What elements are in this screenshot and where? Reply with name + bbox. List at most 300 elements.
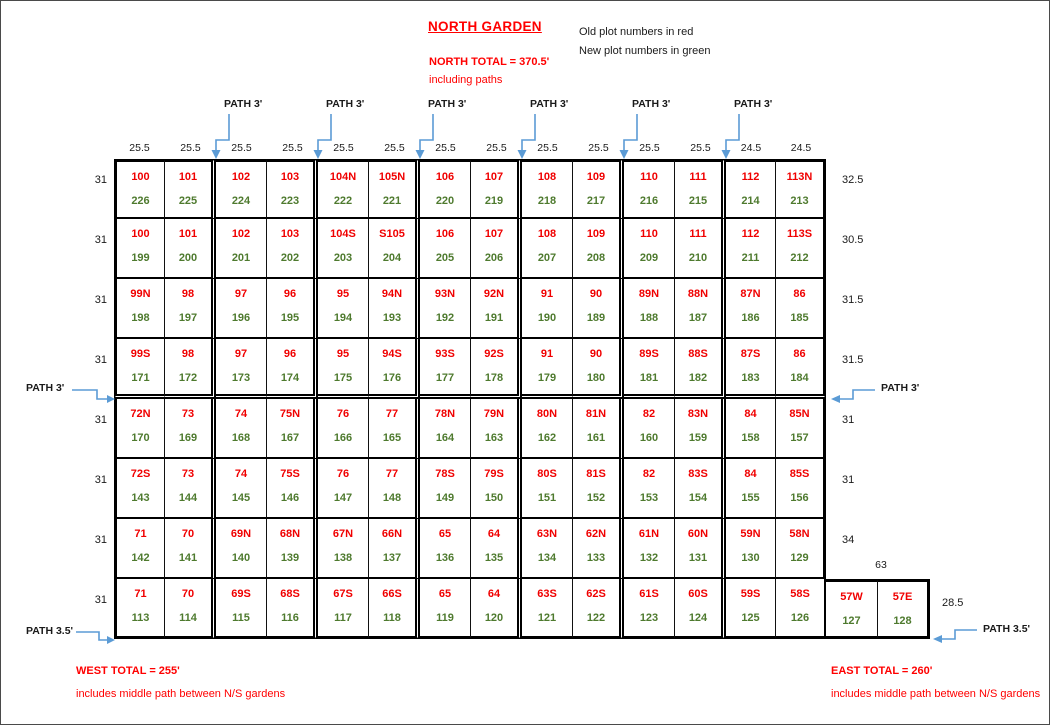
plot-cell [420, 459, 471, 519]
plot-cell [675, 219, 726, 279]
old-plot-number: 82 [642, 468, 656, 480]
old-plot-number: 84 [744, 408, 757, 420]
plot-cell [726, 219, 776, 279]
plot-row [114, 159, 826, 219]
new-plot-number: 226 [131, 195, 150, 207]
new-plot-number: 138 [333, 552, 353, 564]
old-plot-number: 61S [639, 588, 659, 600]
new-plot-number: 140 [231, 552, 251, 564]
new-plot-number: 152 [586, 492, 606, 504]
old-plot-number: 63S [537, 588, 557, 600]
plot-cell [165, 279, 216, 339]
plot-cell [114, 219, 165, 279]
old-plot-number: 101 [178, 228, 198, 240]
new-plot-number: 164 [435, 432, 455, 444]
old-plot-number: 82 [642, 408, 656, 420]
column-width-label: 25.5 [588, 142, 609, 154]
plot-cell [573, 339, 624, 399]
plot-cell [471, 579, 522, 639]
plot-row [114, 399, 826, 459]
plot-cell [420, 219, 471, 279]
new-plot-number: 176 [382, 372, 402, 384]
old-plot-number: 110 [640, 171, 658, 183]
old-plot-number: 63N [536, 528, 558, 540]
new-plot-number: 216 [639, 195, 659, 207]
path-top-label: PATH 3' [734, 98, 773, 110]
plot-cell [165, 459, 216, 519]
plot-cell [624, 579, 675, 639]
new-plot-number: 209 [639, 252, 659, 264]
old-plot-number: 84 [744, 468, 757, 480]
plot-cell [267, 519, 318, 579]
right-row-label: 31 [842, 474, 855, 486]
plot-cell [216, 339, 267, 399]
left-row-label: 31 [94, 174, 107, 186]
old-plot-number: 107 [484, 228, 504, 240]
plot-cell [318, 459, 369, 519]
old-plot-number: 112 [741, 171, 760, 183]
legend-new-plots: New plot numbers in green [579, 45, 711, 57]
old-plot-number: 75N [279, 408, 301, 420]
left-row-label: 31 [94, 234, 107, 246]
column-width-label: 25.5 [282, 142, 303, 154]
new-plot-number: 149 [435, 492, 455, 504]
plot-cell [522, 459, 573, 519]
old-plot-number: 75S [280, 468, 300, 480]
plot-cell [114, 399, 165, 459]
old-plot-number: 86 [793, 348, 806, 360]
new-plot-number: 175 [333, 372, 353, 384]
old-plot-number: 65 [438, 588, 452, 600]
plot-cell [420, 159, 471, 219]
extension-width-label: 63 [875, 559, 887, 571]
plot-cell [318, 279, 369, 339]
plot-cell [420, 279, 471, 339]
new-plot-number: 181 [639, 372, 659, 384]
plot-cell [216, 219, 267, 279]
new-plot-number: 113 [131, 612, 150, 624]
plot-cell [267, 279, 318, 339]
old-plot-number: 102 [231, 171, 251, 183]
column-width-label: 25.5 [129, 142, 150, 154]
old-plot-number: 76 [336, 408, 350, 420]
plot-row [114, 519, 826, 579]
old-plot-number: 91 [540, 288, 554, 300]
plot-cell [471, 519, 522, 579]
plot-cell [624, 279, 675, 339]
old-plot-number: 61N [638, 528, 660, 540]
old-plot-number: 77 [385, 468, 399, 480]
plot-cell [471, 459, 522, 519]
plot-cell [573, 279, 624, 339]
new-plot-number: 188 [639, 312, 659, 324]
old-plot-number: 96 [283, 288, 297, 300]
old-plot-number: 62S [586, 588, 606, 600]
plot-cell [675, 339, 726, 399]
east-total: EAST TOTAL = 260' [831, 665, 933, 677]
new-plot-number: 180 [586, 372, 606, 384]
new-plot-number: 124 [688, 612, 708, 624]
plot-cell [369, 219, 420, 279]
plot-cell [267, 339, 318, 399]
old-plot-number: 103 [280, 171, 300, 183]
new-plot-number: 146 [280, 492, 300, 504]
new-plot-number: 195 [280, 312, 300, 324]
new-plot-number: 186 [741, 312, 760, 324]
old-plot-number: 98 [181, 348, 195, 360]
old-plot-number: 83N [687, 408, 709, 420]
old-plot-number: 78S [435, 468, 455, 480]
old-plot-number: 73 [181, 468, 195, 480]
old-plot-number: 95 [336, 348, 350, 360]
plot-cell [878, 579, 930, 639]
old-plot-number: 88N [687, 288, 709, 300]
new-plot-number: 225 [178, 195, 198, 207]
old-plot-number: 69N [230, 528, 252, 540]
new-plot-number: 128 [893, 615, 912, 627]
new-plot-number: 147 [333, 492, 353, 504]
old-plot-number: 67S [333, 588, 353, 600]
old-plot-number: 70 [181, 528, 195, 540]
plot-cell [522, 219, 573, 279]
new-plot-number: 219 [484, 195, 504, 207]
plot-cell [369, 279, 420, 339]
new-plot-number: 125 [741, 612, 760, 624]
column-width-label: 25.5 [639, 142, 660, 154]
plot-cell [114, 279, 165, 339]
old-plot-number: 92N [483, 288, 505, 300]
new-plot-number: 134 [537, 552, 557, 564]
new-plot-number: 221 [382, 195, 402, 207]
old-plot-number: 104N [329, 171, 357, 183]
plot-cell [573, 459, 624, 519]
new-plot-number: 224 [231, 195, 251, 207]
new-plot-number: 173 [231, 372, 251, 384]
new-plot-number: 193 [382, 312, 402, 324]
old-plot-number: 109 [586, 171, 606, 183]
new-plot-number: 162 [537, 432, 557, 444]
old-plot-number: 92S [484, 348, 504, 360]
old-plot-number: 96 [283, 348, 297, 360]
right-row-label: 30.5 [842, 234, 864, 246]
plot-cell [318, 159, 369, 219]
plot-cell [369, 159, 420, 219]
new-plot-number: 132 [639, 552, 659, 564]
new-plot-number: 141 [178, 552, 198, 564]
new-plot-number: 185 [790, 312, 809, 324]
plot-cell [471, 399, 522, 459]
new-plot-number: 208 [586, 252, 606, 264]
column-width-label: 24.5 [740, 142, 762, 154]
new-plot-number: 148 [382, 492, 402, 504]
old-plot-number: 72S [130, 468, 151, 480]
plot-cell [369, 519, 420, 579]
old-plot-number: 73 [181, 408, 195, 420]
plot-cell [826, 579, 878, 639]
path-left-middle-label: PATH 3' [26, 382, 65, 394]
path-top-label: PATH 3' [632, 98, 671, 110]
right-row-label: 31 [842, 414, 855, 426]
old-plot-number: 58N [789, 528, 810, 540]
old-plot-number: 66N [381, 528, 403, 540]
new-plot-number: 172 [178, 372, 198, 384]
new-plot-number: 211 [741, 252, 760, 264]
old-plot-number: 87S [740, 348, 761, 360]
plot-cell [726, 459, 776, 519]
plot-cell [726, 519, 776, 579]
new-plot-number: 169 [178, 432, 198, 444]
old-plot-number: 74 [234, 408, 248, 420]
plot-cell [369, 459, 420, 519]
path-top-label: PATH 3' [428, 98, 467, 110]
plot-cell [165, 519, 216, 579]
new-plot-number: 150 [484, 492, 504, 504]
new-plot-number: 167 [280, 432, 300, 444]
new-plot-number: 207 [537, 252, 557, 264]
plot-cell [624, 219, 675, 279]
old-plot-number: 100 [131, 228, 150, 240]
plot-cell [267, 159, 318, 219]
new-plot-number: 115 [232, 612, 250, 624]
plot-cell [776, 399, 826, 459]
plot-cell [216, 399, 267, 459]
plot-cell [675, 579, 726, 639]
old-plot-number: 81N [585, 408, 607, 420]
plot-cell [573, 399, 624, 459]
old-plot-number: 64 [487, 528, 501, 540]
plot-cell [114, 579, 165, 639]
old-plot-number: 67N [332, 528, 354, 540]
path-bottom-left-label: PATH 3.5' [26, 625, 74, 637]
old-plot-number: 79S [484, 468, 504, 480]
new-plot-number: 182 [688, 372, 708, 384]
plot-cell [675, 399, 726, 459]
old-plot-number: 95 [336, 288, 350, 300]
old-plot-number: 109 [586, 228, 606, 240]
column-width-label: 25.5 [333, 142, 354, 154]
plot-cell [216, 519, 267, 579]
page-title: NORTH GARDEN [428, 19, 542, 34]
new-plot-number: 165 [382, 432, 402, 444]
new-plot-number: 145 [231, 492, 251, 504]
new-plot-number: 202 [280, 252, 300, 264]
new-plot-number: 116 [281, 612, 299, 624]
old-plot-number: 108 [537, 171, 557, 183]
east-total-note: includes middle path between N/S gardens [831, 688, 1041, 700]
old-plot-number: 102 [231, 228, 251, 240]
old-plot-number: 110 [640, 228, 658, 240]
old-plot-number: 64 [487, 588, 501, 600]
new-plot-number: 129 [790, 552, 809, 564]
plot-cell [165, 339, 216, 399]
left-row-label: 31 [94, 474, 107, 486]
old-plot-number: 57E [892, 591, 913, 603]
new-plot-number: 151 [537, 492, 557, 504]
plot-cell [726, 279, 776, 339]
plot-row [114, 219, 826, 279]
plot-cell [675, 519, 726, 579]
plot-cell [267, 579, 318, 639]
column-width-label: 25.5 [231, 142, 252, 154]
new-plot-number: 199 [131, 252, 150, 264]
old-plot-number: 89S [639, 348, 659, 360]
new-plot-number: 119 [436, 612, 454, 624]
path-right-middle-label: PATH 3' [881, 382, 920, 394]
old-plot-number: 107 [484, 171, 504, 183]
legend-old-plots: Old plot numbers in red [579, 26, 694, 38]
new-plot-number: 179 [537, 372, 557, 384]
old-plot-number: 93N [434, 288, 456, 300]
plot-cell [114, 159, 165, 219]
new-plot-number: 136 [435, 552, 455, 564]
new-plot-number: 161 [586, 432, 606, 444]
column-width-label: 25.5 [435, 142, 456, 154]
plot-cell [624, 399, 675, 459]
old-plot-number: 85N [789, 408, 810, 420]
old-plot-number: 111 [689, 171, 707, 183]
new-plot-number: 183 [741, 372, 760, 384]
new-plot-number: 157 [790, 432, 809, 444]
plot-cell [267, 219, 318, 279]
plot-cell [776, 219, 826, 279]
column-width-label: 25.5 [690, 142, 711, 154]
plot-cell [369, 339, 420, 399]
new-plot-number: 190 [537, 312, 557, 324]
new-plot-number: 200 [178, 252, 198, 264]
new-plot-number: 135 [484, 552, 504, 564]
column-width-label: 25.5 [180, 142, 201, 154]
column-width-label: 24.5 [790, 142, 812, 154]
old-plot-number: 113N [786, 171, 813, 183]
new-plot-number: 118 [383, 612, 401, 624]
new-plot-number: 121 [537, 612, 557, 624]
plot-cell [114, 339, 165, 399]
plot-cell [573, 219, 624, 279]
new-plot-number: 133 [586, 552, 606, 564]
path-bottom-left-arrow-icon [75, 627, 117, 645]
new-plot-number: 137 [382, 552, 402, 564]
new-plot-number: 198 [131, 312, 150, 324]
new-plot-number: 166 [333, 432, 353, 444]
plot-cell [267, 459, 318, 519]
column-width-label: 25.5 [537, 142, 558, 154]
plot-row [114, 459, 826, 519]
old-plot-number: 87N [740, 288, 761, 300]
new-plot-number: 201 [231, 252, 251, 264]
old-plot-number: 81S [586, 468, 606, 480]
old-plot-number: 93S [435, 348, 455, 360]
plot-cell [114, 519, 165, 579]
new-plot-number: 143 [131, 492, 150, 504]
right-row-label: 31.5 [842, 294, 864, 306]
new-plot-number: 168 [231, 432, 251, 444]
plot-cell [573, 519, 624, 579]
plot-cell [522, 399, 573, 459]
old-plot-number: 106 [435, 228, 455, 240]
left-row-label: 31 [94, 594, 107, 606]
plot-cell [675, 159, 726, 219]
old-plot-number: 69S [231, 588, 251, 600]
plot-cell [522, 339, 573, 399]
plot-cell [776, 279, 826, 339]
new-plot-number: 206 [484, 252, 504, 264]
old-plot-number: 59N [740, 528, 761, 540]
new-plot-number: 122 [586, 612, 606, 624]
new-plot-number: 178 [484, 372, 504, 384]
old-plot-number: 94N [381, 288, 403, 300]
path-bottom-right-label: PATH 3.5' [983, 623, 1031, 635]
new-plot-number: 222 [333, 195, 353, 207]
plot-cell [471, 159, 522, 219]
plot-cell [318, 579, 369, 639]
new-plot-number: 177 [435, 372, 455, 384]
plot-cell [776, 339, 826, 399]
plot-cell [471, 219, 522, 279]
old-plot-number: 104S [330, 228, 356, 240]
new-plot-number: 127 [842, 615, 861, 627]
west-total: WEST TOTAL = 255' [76, 665, 180, 677]
old-plot-number: 89N [638, 288, 660, 300]
plot-cell [726, 579, 776, 639]
old-plot-number: 80S [537, 468, 557, 480]
plot-cell [471, 339, 522, 399]
left-row-label: 31 [94, 354, 107, 366]
new-plot-number: 223 [280, 195, 300, 207]
old-plot-number: 99N [130, 288, 151, 300]
new-plot-number: 130 [741, 552, 760, 564]
old-plot-number: 83S [688, 468, 708, 480]
new-plot-number: 171 [131, 372, 150, 384]
plot-cell [624, 159, 675, 219]
plot-cell [318, 219, 369, 279]
plot-cell [420, 339, 471, 399]
west-total-note: includes middle path between N/S gardens [76, 688, 286, 700]
new-plot-number: 191 [484, 312, 504, 324]
new-plot-number: 213 [790, 195, 809, 207]
old-plot-number: 101 [178, 171, 198, 183]
path-bottom-right-arrow-icon [930, 625, 978, 643]
new-plot-number: 120 [484, 612, 504, 624]
new-plot-number: 184 [790, 372, 809, 384]
plot-cell [420, 579, 471, 639]
old-plot-number: 90 [589, 348, 603, 360]
plot-cell [624, 519, 675, 579]
old-plot-number: 60S [688, 588, 708, 600]
plot-cell [216, 459, 267, 519]
old-plot-number: 74 [234, 468, 248, 480]
north-total: NORTH TOTAL = 370.5' [429, 56, 550, 68]
new-plot-number: 217 [586, 195, 606, 207]
plot-cell [318, 519, 369, 579]
old-plot-number: 97 [234, 348, 248, 360]
new-plot-number: 215 [688, 195, 708, 207]
old-plot-number: 113S [786, 228, 813, 240]
plot-cell [267, 399, 318, 459]
path-top-label: PATH 3' [326, 98, 365, 110]
old-plot-number: 97 [234, 288, 248, 300]
plot-cell [318, 339, 369, 399]
column-width-label: 25.5 [486, 142, 507, 154]
new-plot-number: 218 [537, 195, 557, 207]
new-plot-number: 158 [741, 432, 760, 444]
old-plot-number: S105 [379, 228, 405, 240]
old-plot-number: 112 [741, 228, 760, 240]
new-plot-number: 220 [435, 195, 455, 207]
old-plot-number: 62N [585, 528, 607, 540]
column-width-label: 25.5 [384, 142, 405, 154]
plot-cell [165, 159, 216, 219]
plot-cell [420, 519, 471, 579]
